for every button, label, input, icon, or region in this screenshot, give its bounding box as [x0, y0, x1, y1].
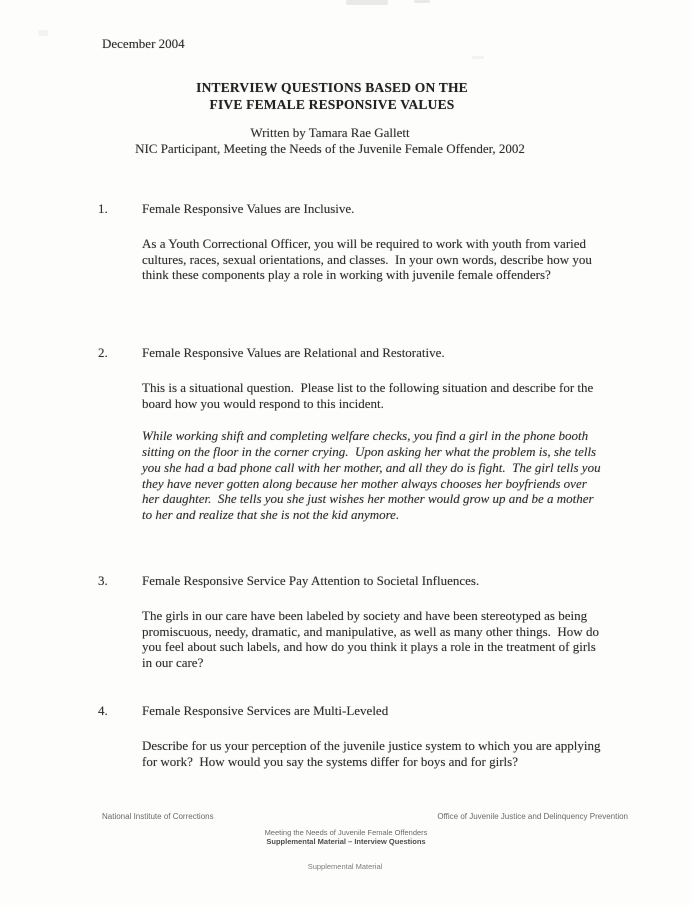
question-heading: Female Responsive Values are Relational and Restorative. [142, 345, 445, 360]
question-2-heading-row [98, 345, 606, 361]
question-4 [98, 703, 606, 769]
footer-center-block [0, 828, 692, 846]
question-heading: Female Responsive Values are Inclusive. [142, 201, 355, 216]
footer-supplemental-label: Supplemental Material [307, 862, 383, 871]
document-date: December 2004 [102, 36, 185, 51]
question-number: 3. [98, 573, 108, 588]
question-paragraph: As a Youth Correctional Officer, you will be required to work with youth from varied cultures, races, sexual orientations, and classes. In your own words, describe how you think these components play a role in working with juvenile female offenders? [142, 236, 596, 283]
question-paragraph: This is a situational question. Please list to the following situation and describe for the board how you would respond to this incident. [142, 380, 597, 411]
attribution-line: NIC Participant, Meeting the Needs of the Juvenile Female Offender, 2002 [135, 141, 525, 156]
question-3-heading-row [98, 573, 606, 589]
question-paragraph: The girls in our care have been labeled by society and have been stereotyped as being promiscuous, needy, dramatic, and manipulative, as well as many other things. How do you feel about such labels, and how do you think it plays a role in the treatment of girls in our care? [142, 608, 603, 671]
question-number: 4. [98, 703, 108, 718]
question-paragraph: Describe for us your perception of the juvenile justice system to which you are applying for work? How would you say the systems differ for boys and for girls? [142, 738, 604, 769]
footer-doc-title: Meeting the Needs of Juvenile Female Offenders [264, 828, 428, 837]
question-heading: Female Responsive Services are Multi-Leveled [142, 703, 389, 718]
title-line-2: FIVE FEMALE RESPONSIVE VALUES [209, 97, 455, 112]
question-number: 1. [98, 201, 108, 216]
footer-left-org: National Institute of Corrections [102, 812, 214, 821]
scan-artifact [346, 0, 388, 5]
situational-scenario-paragraph: While working shift and completing welfare checks, you find a girl in the phone booth sitting on the floor in the corner crying. Upon asking her what the problem is, she tells you she had a bad phone call with her mother, and all they do is fight. The girl tells you they have never gotten along because her mother always chooses her boyfriends over her daughter. She tells you she just wishes her mother would grow up and be a mother to her and realize that she is not the kid anymore. [142, 428, 604, 522]
footer-right-org: Office of Juvenile Justice and Delinquency Prevention [437, 812, 628, 821]
question-1-heading-row [98, 201, 606, 217]
question-heading: Female Responsive Service Pay Attention to Societal Influences. [142, 573, 480, 588]
question-2 [98, 345, 606, 523]
byline: Written by Tamara Rae Gallett [250, 125, 410, 140]
question-1 [98, 201, 606, 283]
scan-artifact [38, 30, 48, 36]
question-4-heading-row [98, 703, 606, 719]
scan-artifact [414, 0, 430, 3]
footer-doc-subtitle: Supplemental Material – Interview Questions [266, 837, 426, 846]
document-title [0, 79, 664, 113]
question-number: 2. [98, 345, 108, 360]
title-line-1: INTERVIEW QUESTIONS BASED ON THE [196, 80, 468, 95]
question-3 [98, 573, 606, 671]
scan-artifact [472, 56, 484, 59]
